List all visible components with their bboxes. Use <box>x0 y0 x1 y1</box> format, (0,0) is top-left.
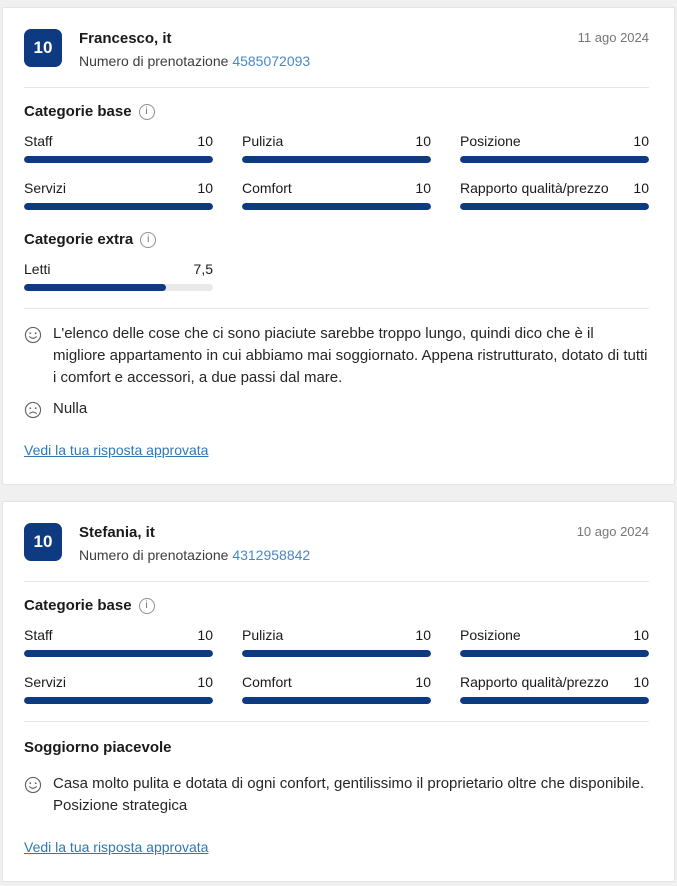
category-value: 10 <box>633 627 649 643</box>
score-badge: 10 <box>24 523 62 561</box>
category-value: 10 <box>415 674 431 690</box>
category-item <box>24 180 213 210</box>
score-bar <box>24 156 213 163</box>
category-value: 10 <box>197 133 213 149</box>
category-grid <box>24 133 649 210</box>
base-categories-section <box>3 582 674 704</box>
score-bar <box>24 203 213 210</box>
extra-categories-section <box>3 210 674 291</box>
score-badge: 10 <box>24 29 62 67</box>
review-header <box>3 502 674 581</box>
category-label: Rapporto qualità/prezzo <box>460 180 609 196</box>
info-icon[interactable]: i <box>140 232 156 248</box>
score-bar <box>242 697 431 704</box>
score-bar <box>460 697 649 704</box>
booking-label: Numero di prenotazione <box>79 53 229 69</box>
review-card <box>2 501 675 882</box>
guest-info <box>79 523 310 563</box>
review-header <box>3 8 674 87</box>
info-icon[interactable]: i <box>139 104 155 120</box>
booking-line <box>79 53 310 69</box>
guest-info <box>79 29 310 69</box>
category-item <box>242 133 431 163</box>
section-title: Categorie extra <box>24 231 134 248</box>
category-item <box>24 133 213 163</box>
positive-comment <box>24 773 649 817</box>
section-title: Categorie base <box>24 597 132 614</box>
positive-comment <box>24 323 649 389</box>
category-value: 10 <box>415 133 431 149</box>
info-icon[interactable]: i <box>139 598 155 614</box>
category-value: 10 <box>197 674 213 690</box>
score-bar <box>460 650 649 657</box>
category-label: Pulizia <box>242 133 284 149</box>
smiley-face-icon <box>24 326 42 344</box>
booking-line <box>79 547 310 563</box>
category-label: Posizione <box>460 133 521 149</box>
base-categories-section <box>3 88 674 210</box>
category-label: Staff <box>24 133 53 149</box>
category-label: Staff <box>24 627 53 643</box>
category-label: Letti <box>24 261 51 277</box>
category-value: 10 <box>633 133 649 149</box>
score-bar <box>460 156 649 163</box>
review-title: Soggiorno piacevole <box>24 739 172 756</box>
review-card <box>2 7 675 485</box>
category-label: Servizi <box>24 180 67 196</box>
category-label: Servizi <box>24 674 67 690</box>
category-value: 10 <box>633 180 649 196</box>
category-item <box>242 180 431 210</box>
category-label: Rapporto qualità/prezzo <box>460 674 609 690</box>
category-value: 10 <box>197 180 213 196</box>
category-item <box>460 674 649 704</box>
view-response-link[interactable]: Vedi la tua risposta approvata <box>24 442 209 458</box>
category-value: 10 <box>415 180 431 196</box>
score-bar <box>24 697 213 704</box>
frown-face-icon <box>24 401 42 419</box>
category-item <box>460 627 649 657</box>
category-grid <box>24 627 649 704</box>
category-label: Comfort <box>242 180 292 196</box>
review-date: 11 ago 2024 <box>577 30 649 45</box>
score-bar <box>242 203 431 210</box>
negative-comment <box>24 398 649 420</box>
category-label: Posizione <box>460 627 521 643</box>
review-date: 10 ago 2024 <box>576 524 649 539</box>
category-item <box>242 674 431 704</box>
category-value: 10 <box>633 674 649 690</box>
review-body <box>3 722 674 881</box>
section-title: Categorie base <box>24 103 132 120</box>
score-bar <box>242 156 431 163</box>
smiley-face-icon <box>24 776 42 794</box>
score-bar <box>24 284 213 291</box>
guest-name: Stefania, it <box>79 524 155 541</box>
view-response-link[interactable]: Vedi la tua risposta approvata <box>24 839 209 855</box>
category-item <box>24 627 213 657</box>
category-label: Comfort <box>242 674 292 690</box>
category-item <box>242 627 431 657</box>
category-item <box>24 674 213 704</box>
category-item <box>24 261 213 291</box>
category-item <box>460 133 649 163</box>
category-value: 10 <box>415 627 431 643</box>
guest-name: Francesco, it <box>79 30 172 47</box>
positive-comment-text: Casa molto pulita e dotata di ogni confort, gentilissimo il proprietario oltre che disponibile. Posizione strategica <box>53 775 645 814</box>
category-grid <box>24 261 649 291</box>
booking-number-link[interactable]: 4585072093 <box>232 53 311 69</box>
category-item <box>460 180 649 210</box>
category-label: Pulizia <box>242 627 284 643</box>
positive-comment-text: L'elenco delle cose che ci sono piaciute sarebbe troppo lungo, quindi dico che è il migliore appartamento in cui abbiamo mai soggiornato. Appena ristrutturato, dotato di tutti i comfort e accessori, a due passi dal mare. <box>53 325 648 386</box>
negative-comment-text: Nulla <box>53 400 88 417</box>
score-bar <box>460 203 649 210</box>
review-body <box>3 309 674 484</box>
score-bar <box>24 650 213 657</box>
booking-label: Numero di prenotazione <box>79 547 229 563</box>
booking-number-link[interactable]: 4312958842 <box>232 547 311 563</box>
category-value: 7,5 <box>193 261 213 277</box>
category-value: 10 <box>197 627 213 643</box>
score-bar <box>242 650 431 657</box>
